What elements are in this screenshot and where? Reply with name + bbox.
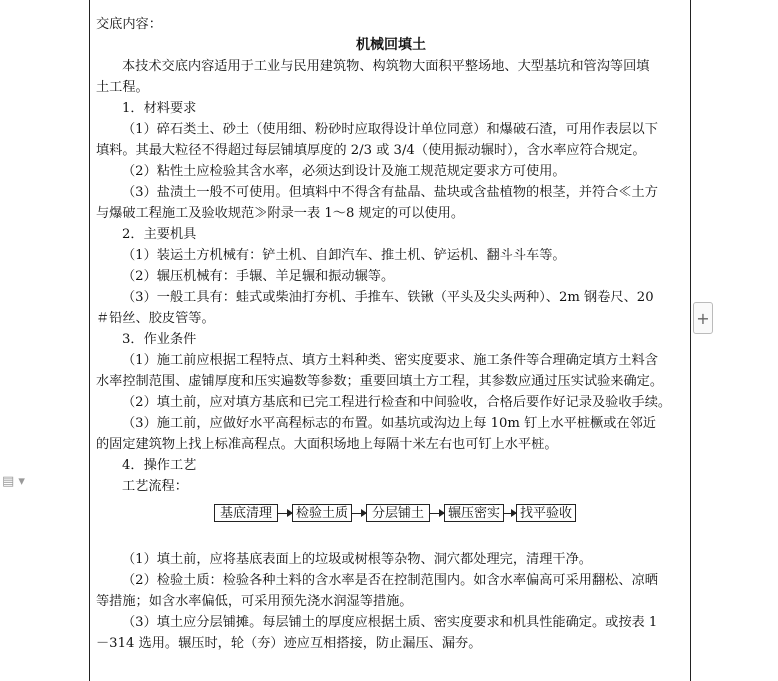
paragraph-line: 填料。其最大粒径不得超过每层铺填厚度的 2/3 或 3/4（使用振动辗时），含水率应符合规定。 [96,143,646,158]
flow-arrow [278,513,292,514]
flow-step-box: 辗压密实 [444,504,504,522]
paragraph-line: ＃铅丝、胶皮管等。 [96,311,215,326]
section-heading-conditions: 3．作业条件 [122,332,197,347]
flow-arrow [430,513,444,514]
paragraph-line: （2）辗压机械有：手辗、羊足辗和振动辗等。 [122,269,395,284]
section-heading-materials: 1．材料要求 [122,101,197,116]
flow-label: 工艺流程： [122,479,188,494]
document-page [89,0,691,681]
paragraph-line: （1）施工前应根据工程特点、填方土料种类、密实度要求、施工条件等合理确定填方土料含 [122,353,658,368]
section-heading-tools: 2．主要机具 [122,227,197,242]
paragraph-line: （3）施工前，应做好水平高程标志的布置。如基坑或沟边上每 10m 钉上水平桩橛或在邻近 [122,416,656,431]
document-title: 机械回填土 [356,37,426,53]
paragraph-line: （1）装运土方机械有：铲土机、自卸汽车、推土机、铲运机、翻斗斗车等。 [122,248,566,263]
paragraph-line: （3）填土应分层铺摊。每层铺土的厚度应根据土质、密实度要求和机具性能确定。或按表 1 [122,615,658,630]
intro-line-2: 土工程。 [96,80,149,95]
flow-arrow [352,513,366,514]
paragraph-line: 的固定建筑物上找上标准高程点。大面积场地上每隔十米左右也可钉上水平桩。 [96,437,558,452]
flow-step-box: 检验土质 [292,504,352,522]
flow-arrow [504,513,516,514]
paragraph-line: （2）粘性土应检验其含水率，必须达到设计及施工规范规定要求方可使用。 [122,164,566,179]
document-content [96,14,686,654]
document-menu-icon[interactable]: ▤ ▾ [2,474,25,489]
section-heading-process: 4．操作工艺 [122,458,197,473]
paragraph-line: 等措施；如含水率偏低，可采用预先浇水润湿等措施。 [96,594,413,609]
flow-step-box: 基底清理 [214,504,278,522]
paragraph-line: －314 选用。辗压时，轮（夯）迹应互相搭接，防止漏压、漏夯。 [96,636,482,651]
intro-line-1: 本技术交底内容适用于工业与民用建筑物、构筑物大面积平整场地、大型基坑和管沟等回填 [122,59,650,74]
expand-plus-icon[interactable]: + [693,302,713,334]
process-flow-diagram [96,501,686,527]
flow-step-box: 分层铺土 [366,504,430,522]
paragraph-line: （2）检验土质：检验各种土料的含水率是否在控制范围内。如含水率偏高可采用翻松、凉晒 [122,573,658,588]
paragraph-line: （3）一般工具有：蛙式或柴油打夯机、手推车、铁锹（平头及尖头两种）、2m 钢卷尺、20 [122,290,654,305]
header-label: 交底内容： [96,17,162,32]
flow-step-box: 找平验收 [516,504,576,522]
paragraph-line: （3）盐渍土一般不可使用。但填料中不得含有盐晶、盐块或含盐植物的根茎，并符合≪土方 [122,185,658,200]
paragraph-line: 与爆破工程施工及验收规范≫附录一表 1～8 规定的可以使用。 [96,206,465,221]
paragraph-line: 水率控制范围、虚铺厚度和压实遍数等参数；重要回填土方工程，其参数应通过压实试验来确定。 [96,374,664,389]
paragraph-line: （2）填土前，应对填方基底和已完工程进行检查和中间验收，合格后要作好记录及验收手续。 [122,395,672,410]
paragraph-line: （1）填土前，应将基底表面上的垃圾或树根等杂物、洞穴都处理完，清理干净。 [122,552,592,567]
paragraph-line: （1）碎石类土、砂土（使用细、粉砂时应取得设计单位同意）和爆破石渣，可用作表层以下 [122,122,658,137]
